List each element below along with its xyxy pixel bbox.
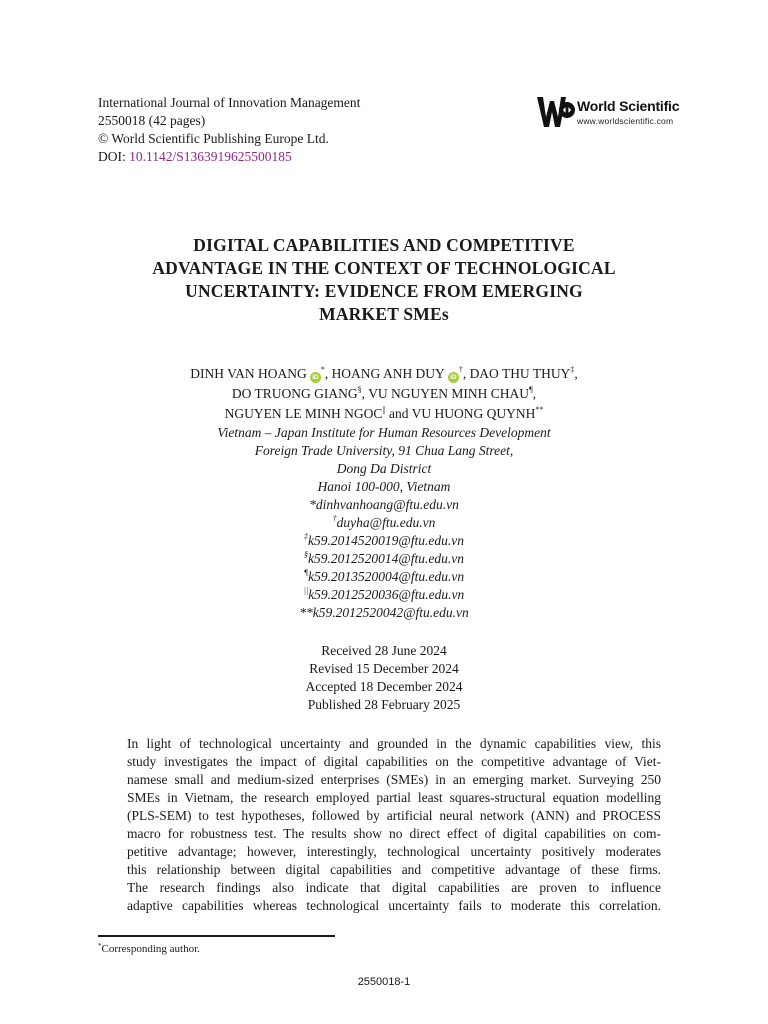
email-address[interactable]: dinhvanhoang@ftu.edu.vn [315, 497, 459, 512]
author-name: NGUYEN LE MINH NGOC [224, 406, 383, 421]
email-mark: || [303, 586, 309, 595]
email-line[interactable] [100, 568, 668, 586]
email-line[interactable] [100, 496, 668, 514]
affiliation-institute: Vietnam – Japan Institute for Human Resources Development [217, 425, 551, 440]
abstract-line: The research findings also indicate that digital capabilities are proven to influence [127, 880, 661, 895]
email-mark: ¶ [303, 568, 309, 577]
author-line: DO TRUONG GIANG§, VU NGUYEN MINH CHAU¶, [231, 385, 537, 401]
orcid-icon[interactable]: iD [310, 372, 321, 383]
abstract-line: petitive advantage; however, interestingly, technological uncertainty positively moderates [127, 844, 661, 859]
author-mark: ** [535, 405, 544, 414]
doi-link[interactable]: 10.1142/S1363919625500185 [129, 149, 292, 164]
publication-dates [100, 642, 668, 714]
copyright: © World Scientific Publishing Europe Ltd. [98, 131, 329, 146]
email-line[interactable] [100, 586, 668, 604]
author-name: DINH VAN HOANG [190, 366, 307, 381]
journal-name: International Journal of Innovation Management [98, 95, 361, 110]
abstract-line: (PLS-SEM) to test hypotheses, followed by artificial neural network (ANN) and PROCESS [127, 808, 661, 823]
affiliation-university: Foreign Trade University, 91 Chua Lang Street, [254, 443, 514, 458]
abstract-line: this relationship between digital capabilities and competitive advantage of these firms. [127, 862, 661, 877]
date-received: Received 28 June 2024 [321, 643, 447, 658]
email-mark: ‡ [303, 532, 308, 541]
footnote [98, 943, 200, 955]
date-published: Published 28 February 2025 [307, 697, 461, 712]
journal-info [98, 94, 360, 166]
email-line[interactable] [100, 604, 668, 622]
logo-url: www.worldscientific.com [577, 116, 674, 126]
abstract-line: In light of technological uncertainty and grounded in the dynamic capabilities view, this [127, 736, 661, 751]
footnote-text: Corresponding author. [101, 943, 200, 955]
author-mark: § [357, 385, 362, 394]
footnote-divider [98, 935, 335, 937]
affiliation-district: Dong Da District [336, 461, 432, 476]
date-accepted: Accepted 18 December 2024 [305, 679, 463, 694]
page-number: 2550018-1 [357, 976, 411, 988]
doi-line [98, 148, 360, 166]
paper-title [100, 234, 668, 326]
title-line: DIGITAL CAPABILITIES AND COMPETITIVE [193, 235, 575, 255]
email-mark: ** [299, 605, 313, 620]
title-line: UNCERTAINTY: EVIDENCE FROM EMERGING [185, 281, 583, 301]
author-mark: ‡ [570, 365, 575, 374]
publisher-logo[interactable] [536, 95, 696, 131]
email-address[interactable]: k59.2012520036@ftu.edu.vn [308, 587, 465, 602]
email-address[interactable]: k59.2012520014@ftu.edu.vn [307, 551, 465, 566]
doi-label: DOI: [98, 149, 130, 164]
world-scientific-logo-mark [536, 95, 576, 131]
orcid-icon[interactable]: iD [448, 372, 459, 383]
abstract-line: study investigates the impact of digital capabilities on the competitive advantage of Viet- [127, 754, 661, 769]
author-name: DAO THU THUY [469, 366, 571, 381]
footnote-mark: * [98, 942, 102, 950]
title-line: MARKET SMEs [319, 304, 449, 324]
email-address[interactable]: k59.2012520042@ftu.edu.vn [312, 605, 469, 620]
author-mark: ¶ [529, 385, 533, 394]
email-address[interactable]: duyha@ftu.edu.vn [336, 515, 436, 530]
author-line: DINH VAN HOANG iD*, HOANG ANH DUY iD†, DAO THU THUY‡, [190, 365, 578, 381]
email-line[interactable] [100, 550, 668, 568]
author-mark: || [382, 405, 386, 414]
email-address[interactable]: k59.2014520019@ftu.edu.vn [307, 533, 465, 548]
email-line[interactable] [100, 532, 668, 550]
author-mark: † [458, 365, 463, 374]
abstract-line: SMEs in Vietnam, the research employed partial least squares-structural equation modelling [127, 790, 661, 805]
affiliation-city: Hanoi 100-000, Vietnam [317, 479, 451, 494]
author-name: DO TRUONG GIANG [231, 386, 358, 401]
date-revised: Revised 15 December 2024 [309, 661, 459, 676]
abstract [127, 735, 661, 915]
author-list [100, 364, 668, 424]
abstract-line: namese small and medium-sized enterprises (SMEs) in an emerging market. Surveying 250 [127, 772, 661, 787]
author-conjunction: and [389, 406, 409, 421]
email-address[interactable]: k59.2013520004@ftu.edu.vn [308, 569, 465, 584]
author-name: HOANG ANH DUY [331, 366, 445, 381]
title-line: ADVANTAGE IN THE CONTEXT OF TECHNOLOGICAL [152, 258, 616, 278]
email-mark: * [309, 497, 316, 512]
author-mark: * [320, 365, 325, 374]
email-mark: § [303, 550, 308, 559]
author-name: VU HUONG QUYNH [411, 406, 536, 421]
abstract-line: adaptive capabilities whereas technological uncertainty fails to moderate this correlation. [127, 898, 661, 913]
affiliation [100, 424, 668, 622]
email-mark: † [332, 514, 337, 523]
author-line [100, 404, 668, 424]
abstract-line: macro for robustness test. The results show no direct effect of digital capabilities on com- [127, 826, 661, 841]
author-name: VU NGUYEN MINH CHAU [368, 386, 530, 401]
logo-name: World Scientific [577, 98, 680, 114]
email-line[interactable] [100, 514, 668, 532]
article-id: 2550018 (42 pages) [98, 113, 206, 128]
